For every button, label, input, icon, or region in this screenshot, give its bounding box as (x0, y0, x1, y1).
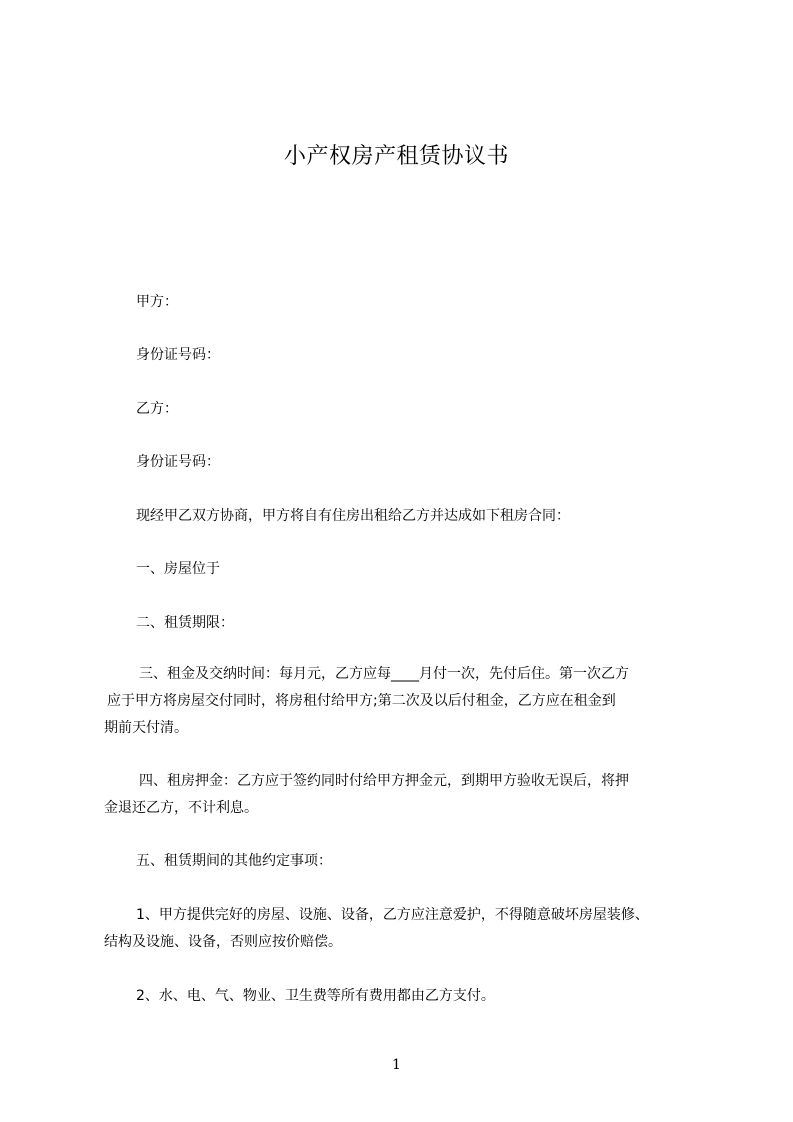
clause-1: 一、房屋位于 (136, 561, 220, 577)
document-title: 小产权房产租赁协议书 (283, 144, 509, 169)
clause-2: 二、租赁期限： (136, 615, 234, 631)
party-b-label: 乙方： (136, 401, 178, 417)
item-2: 2、水、电、气、物业、卫生费等所有费用都由乙方支付。 (136, 988, 495, 1004)
clause-5: 五、租赁期间的其他约定事项： (136, 853, 332, 869)
item-1-line-2: 结构及设施、设备，否则应按价赔偿。 (104, 934, 342, 950)
party-a-id-label: 身份证号码： (136, 347, 220, 363)
clause-3-line-2: 应于甲方将房屋交付同时，将房租付给甲方;第二次及以后付租金，乙方应在租金到 (107, 693, 616, 709)
clause-3-line-1: 三、租金及交纳时间：每月元，乙方应每____月付一次，先付后住。第一次乙方 (139, 666, 629, 682)
intro-paragraph: 现经甲乙双方协商，甲方将自有住房出租给乙方并达成如下租房合同： (136, 508, 570, 524)
clause-4-line-2: 金退还乙方，不计利息。 (104, 800, 258, 816)
party-b-id-label: 身份证号码： (136, 454, 220, 470)
clause-4-line-1: 四、租房押金：乙方应于签约同时付给甲方押金元，到期甲方验收无误后，将押 (139, 773, 629, 789)
item-1-line-1: 1、甲方提供完好的房屋、设施、设备，乙方应注意爱护，不得随意破坏房屋装修、 (136, 907, 649, 923)
clause-3-line-3: 期前天付清。 (104, 720, 188, 736)
party-a-label: 甲方： (136, 294, 178, 310)
page-number: 1 (392, 1057, 401, 1073)
